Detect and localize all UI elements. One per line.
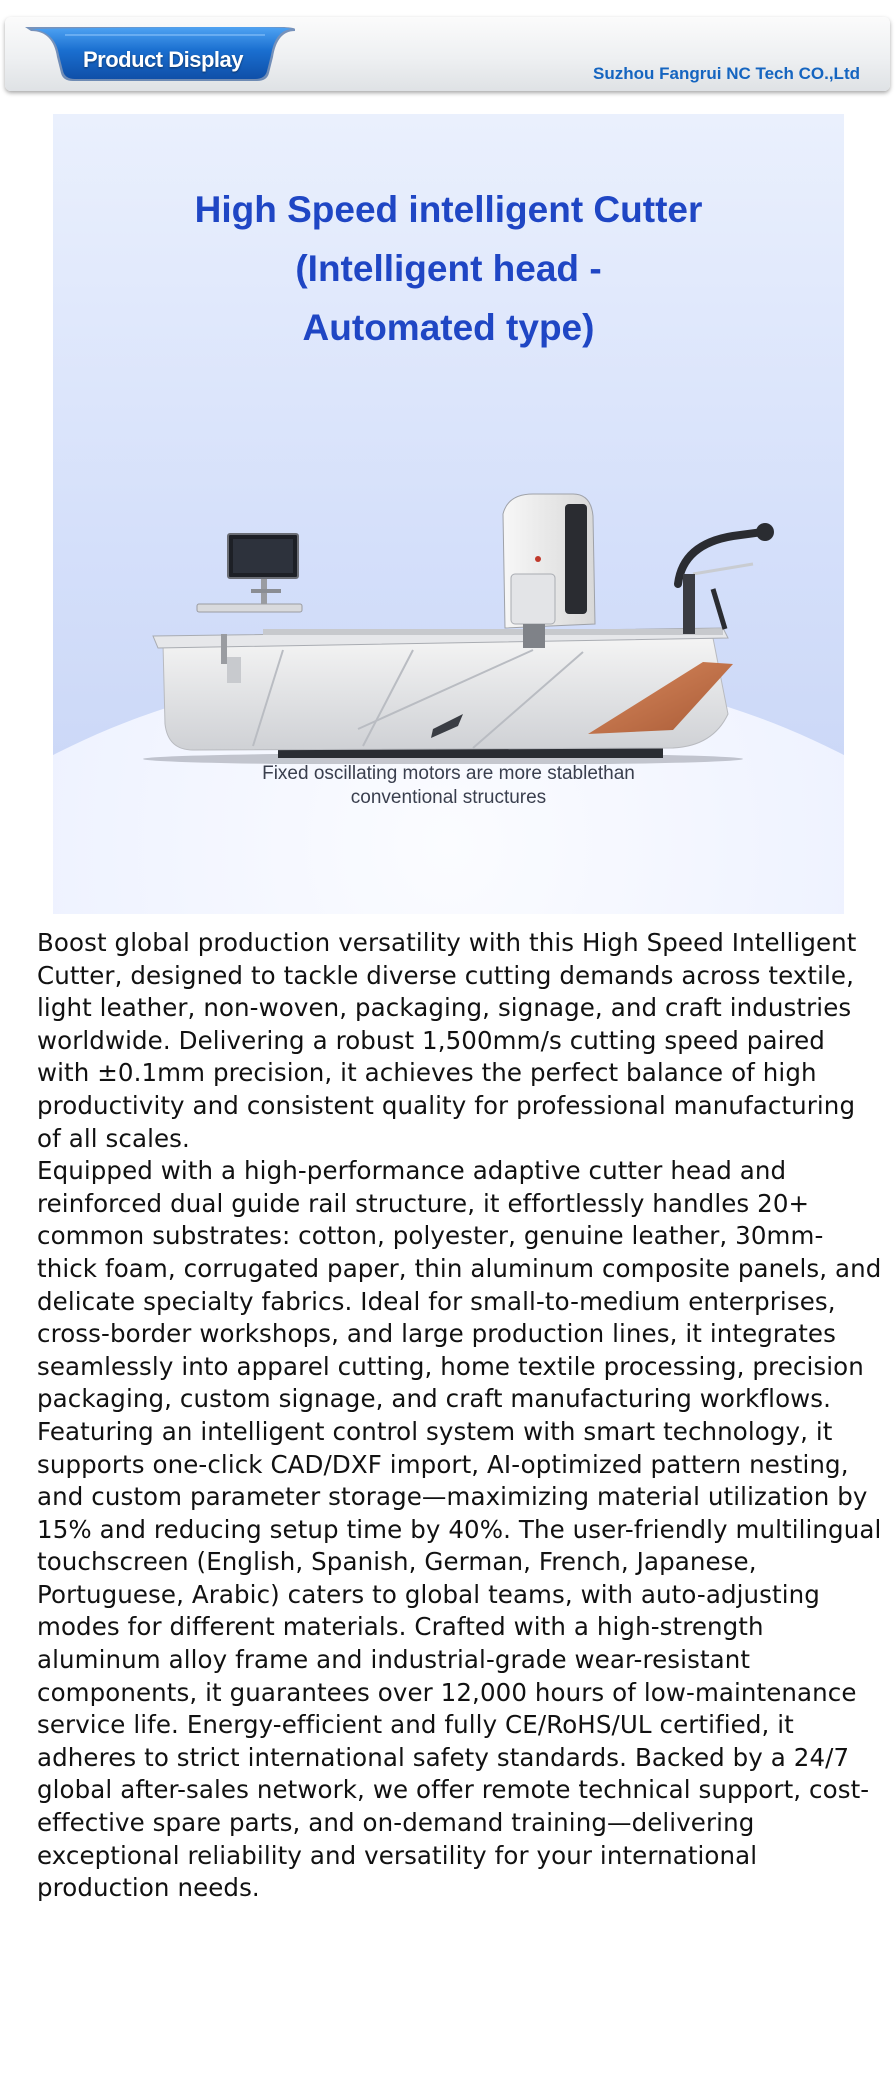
company-name: Suzhou Fangrui NC Tech CO.,Ltd [593, 64, 860, 83]
product-title-line: High Speed intelligent Cutter [194, 189, 703, 230]
description-paragraph: Boost global production versatility with this High Speed Intelligent Cutter, designed to tackle diverse cutting demands across textile, light leather, non-woven, packaging, signage, and craft industries worldwide. Delivering a robust 1,500mm/s cutting speed paired with ±0.1mm precision, it achieves the perfect balance of high productivity and consistent quality for professional manufacturing of all scales. [37, 928, 857, 1153]
product-display-tab: Product Display [83, 47, 243, 72]
product-title-line: (Intelligent head - [295, 248, 602, 289]
description-paragraph: Featuring an intelligent control system with smart technology, it supports one-click CAD/DXF import, AI-optimized pattern nesting, and custom parameter storage—maximizing material utilization by 15% and reducing setup time by 40%. The user-friendly multilingual touchscreen (English, Spanish, German, French, Japanese, Portuguese, Arabic) caters to global teams, with auto-adjusting modes for different materials. Crafted with a high-strength aluminum alloy frame and industrial-grade wear-resistant components, it guarantees over 12,000 hours of low-maintenance service life. Energy-efficient and fully CE/RoHS/UL certified, it adheres to strict international safety standards. Backed by a 24/7 global after-sales network, we offer remote technical support, cost-effective spare parts, and on-demand training—delivering exceptional reliability and versatility for your international production needs. [37, 1416, 882, 1903]
product-image-caption [53, 762, 844, 810]
cutter-machine-illustration [113, 424, 793, 764]
product-title-line: Automated type) [302, 307, 595, 348]
product-image-title [53, 180, 844, 357]
caption-line: Fixed oscillating motors are more stablethan [262, 763, 635, 784]
product-image-panel [53, 114, 844, 914]
caption-line: conventional structures [350, 787, 547, 808]
product-description [37, 927, 882, 1905]
section-header [5, 17, 890, 91]
description-paragraph: Equipped with a high-performance adaptive cutter head and reinforced dual guide rail structure, it effortlessly handles 20+ common substrates: cotton, polyester, genuine leather, 30mm-thick foam, corrugated paper, thin aluminum composite panels, and delicate specialty fabrics. Ideal for small-to-medium enterprises, cross-border workshops, and large production lines, it integrates seamlessly into apparel cutting, home textile processing, precision packaging, custom signage, and craft manufacturing workflows. [37, 1156, 882, 1414]
